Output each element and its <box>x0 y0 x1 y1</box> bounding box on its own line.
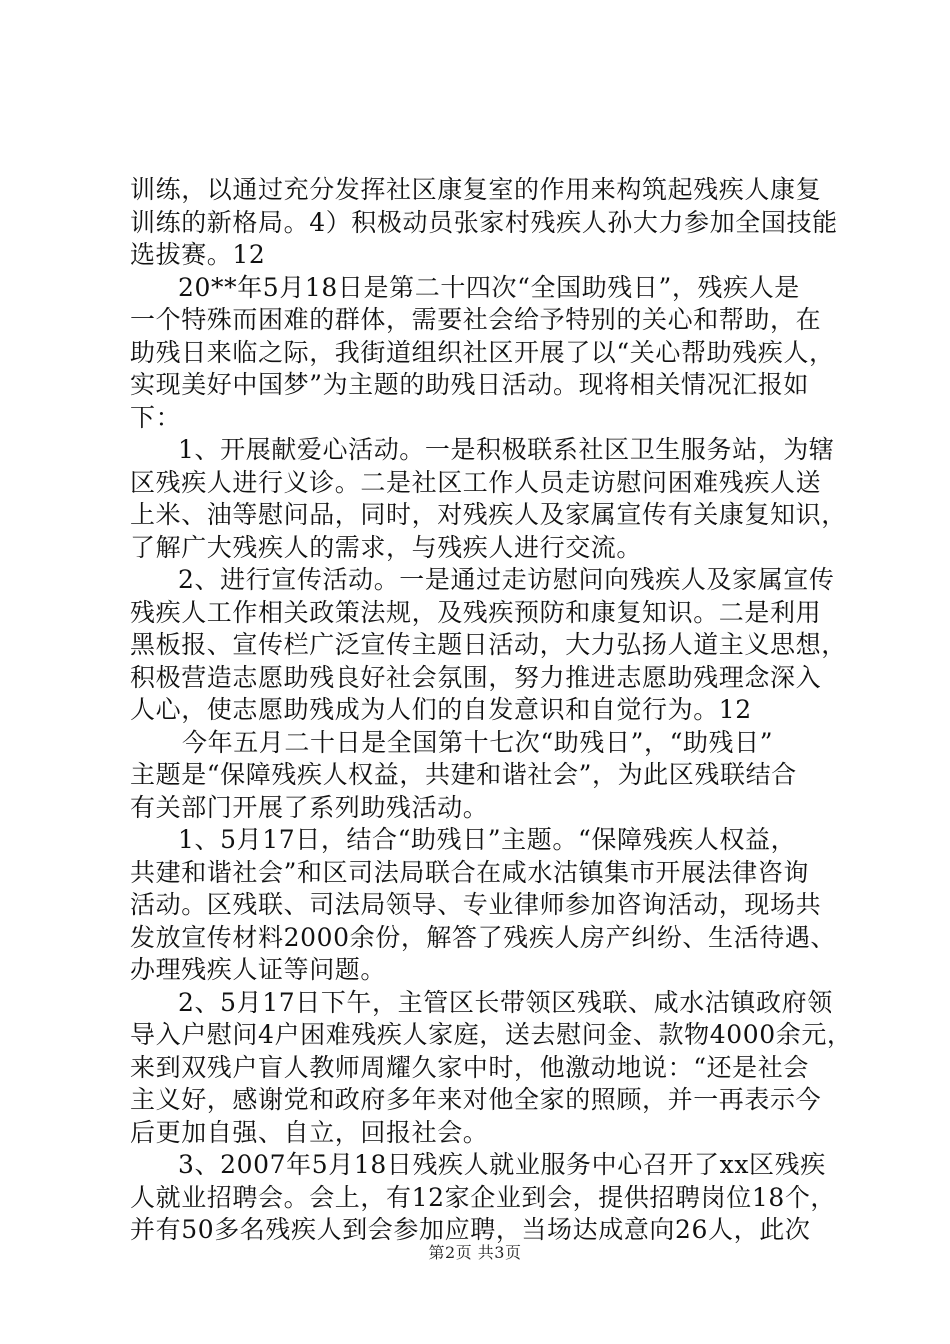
text-line: 上米、油等慰问品，同时，对残疾人及家属宣传有关康复知识， <box>130 500 847 529</box>
text-line: 了解广大残疾人的需求，与残疾人进行交流。 <box>130 532 643 562</box>
text-line: 下： <box>130 402 182 432</box>
text-line: 后更加自强、自立，回报社会。 <box>130 1117 489 1147</box>
paragraph-start-line: 今年五月二十日是全国第十七次“助残日”，“助残日” <box>182 727 774 757</box>
text-line: 来到双残户盲人教师周耀久家中时，他激动地说：“还是社会 <box>130 1052 809 1082</box>
paragraph-start-line: 20**年5月18日是第二十四次“全国助残日”，残疾人是 <box>178 272 800 302</box>
text-line: 导入户慰问4户困难残疾人家庭，送去慰问金、款物4000余元， <box>130 1020 853 1049</box>
text-line: 主题是“保障残疾人权益，共建和谐社会”，为此区残联结合 <box>130 760 797 789</box>
page-number-footer: 第2页 共3页 <box>428 1243 522 1262</box>
paragraph-start-line: 3、2007年5月18日残疾人就业服务中心召开了xx区残疾 <box>178 1150 826 1179</box>
text-line: 活动。区残联、司法局领导、专业律师参加咨询活动，现场共 <box>130 890 822 919</box>
text-line: 并有50多名残疾人到会参加应聘，当场达成意向26人，此次 <box>130 1215 811 1244</box>
text-line: 黑板报、宣传栏广泛宣传主题日活动，大力弘扬人道主义思想， <box>130 630 847 659</box>
text-line: 办理残疾人证等问题。 <box>130 955 387 984</box>
paragraph-start-line: 2、进行宣传活动。一是通过走访慰问向残疾人及家属宣传 <box>178 565 835 594</box>
text-line: 训练的新格局。4）积极动员张家村残疾人孙大力参加全国技能 <box>130 207 838 237</box>
text-line: 训练，以通过充分发挥社区康复室的作用来构筑起残疾人康复 <box>130 175 822 204</box>
text-line: 助残日来临之际，我街道组织社区开展了以“关心帮助残疾人， <box>130 337 835 367</box>
text-line: 一个特殊而困难的群体，需要社会给予特别的关心和帮助，在 <box>130 305 822 334</box>
document-body <box>130 174 853 1247</box>
paragraph-start-line: 1、5月17日，结合“助残日”主题。“保障残疾人权益， <box>178 825 797 854</box>
text-line: 主义好，感谢党和政府多年来对他全家的照顾，并一再表示今 <box>130 1085 822 1114</box>
text-line: 人心，使志愿助残成为人们的自发意识和自觉行为。12 <box>130 695 752 724</box>
text-line: 实现美好中国梦”为主题的助残日活动。现将相关情况汇报如 <box>130 370 809 399</box>
paragraph-start-line: 1、开展献爱心活动。一是积极联系社区卫生服务站，为辖 <box>178 435 835 464</box>
text-line: 共建和谐社会”和区司法局联合在咸水沽镇集市开展法律咨询 <box>130 857 809 887</box>
text-line: 积极营造志愿助残良好社会氛围，努力推进志愿助残理念深入 <box>130 662 822 692</box>
text-line: 人就业招聘会。会上，有12家企业到会，提供招聘岗位18个， <box>130 1182 837 1212</box>
text-line: 发放宣传材料2000余份，解答了残疾人房产纠纷、生活待遇、 <box>130 922 837 952</box>
text-line: 选拔赛。12 <box>130 240 266 269</box>
paragraph-start-line: 2、5月17日下午，主管区长带领区残联、咸水沽镇政府领 <box>178 987 833 1017</box>
text-line: 残疾人工作相关政策法规，及残疾预防和康复知识。二是利用 <box>130 597 822 627</box>
text-line: 区残疾人进行义诊。二是社区工作人员走访慰问困难残疾人送 <box>130 467 822 497</box>
text-line: 有关部门开展了系列助残活动。 <box>130 792 489 822</box>
